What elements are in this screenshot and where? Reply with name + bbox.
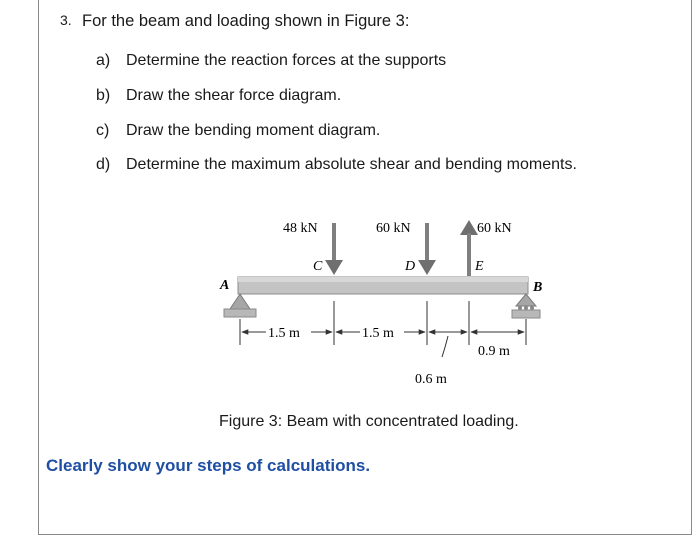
point-d-label: D [405,259,416,274]
support-b [512,294,540,318]
part-a [96,51,446,71]
point-b-label: B [533,280,543,295]
calculation-note: Clearly show your steps of calculations. [46,456,371,475]
part-a-text: Determine the reaction forces at the supports [126,52,447,69]
load-c-label: 48 kN [283,221,318,236]
point-c-label: C [313,259,323,274]
dim-ac-label: 1.5 m [268,326,300,341]
dim-cd-label: 1.5 m [362,326,394,341]
part-d-label: d) [96,156,111,173]
load-d-arrow [418,223,436,275]
dim-de-label: 0.6 m [415,372,447,387]
load-c-arrow [325,223,343,275]
part-b [96,86,341,106]
point-a-label: A [220,278,230,293]
part-d-text: Determine the maximum absolute shear and bending moments. [126,156,577,173]
figure-caption: Figure 3: Beam with concentrated loading. [219,413,519,430]
load-e-label: 60 kN [477,221,512,236]
part-b-text: Draw the shear force diagram. [126,87,342,104]
beam-diagram [190,205,570,390]
point-e-label: E [475,259,484,274]
part-d [96,155,577,175]
part-c [96,121,380,141]
load-d-label: 60 kN [376,221,411,236]
part-c-label: c) [96,122,110,139]
part-a-label: a) [96,52,111,69]
support-a [224,294,256,317]
beam-highlight [238,277,528,282]
dim-de-leader [442,336,448,357]
question-stem: For the beam and loading shown in Figure 3: [82,12,410,30]
question-number: 3. [60,12,72,28]
part-c-text: Draw the bending moment diagram. [126,122,381,139]
dim-eb-label: 0.9 m [478,344,510,359]
part-b-label: b) [96,87,111,104]
